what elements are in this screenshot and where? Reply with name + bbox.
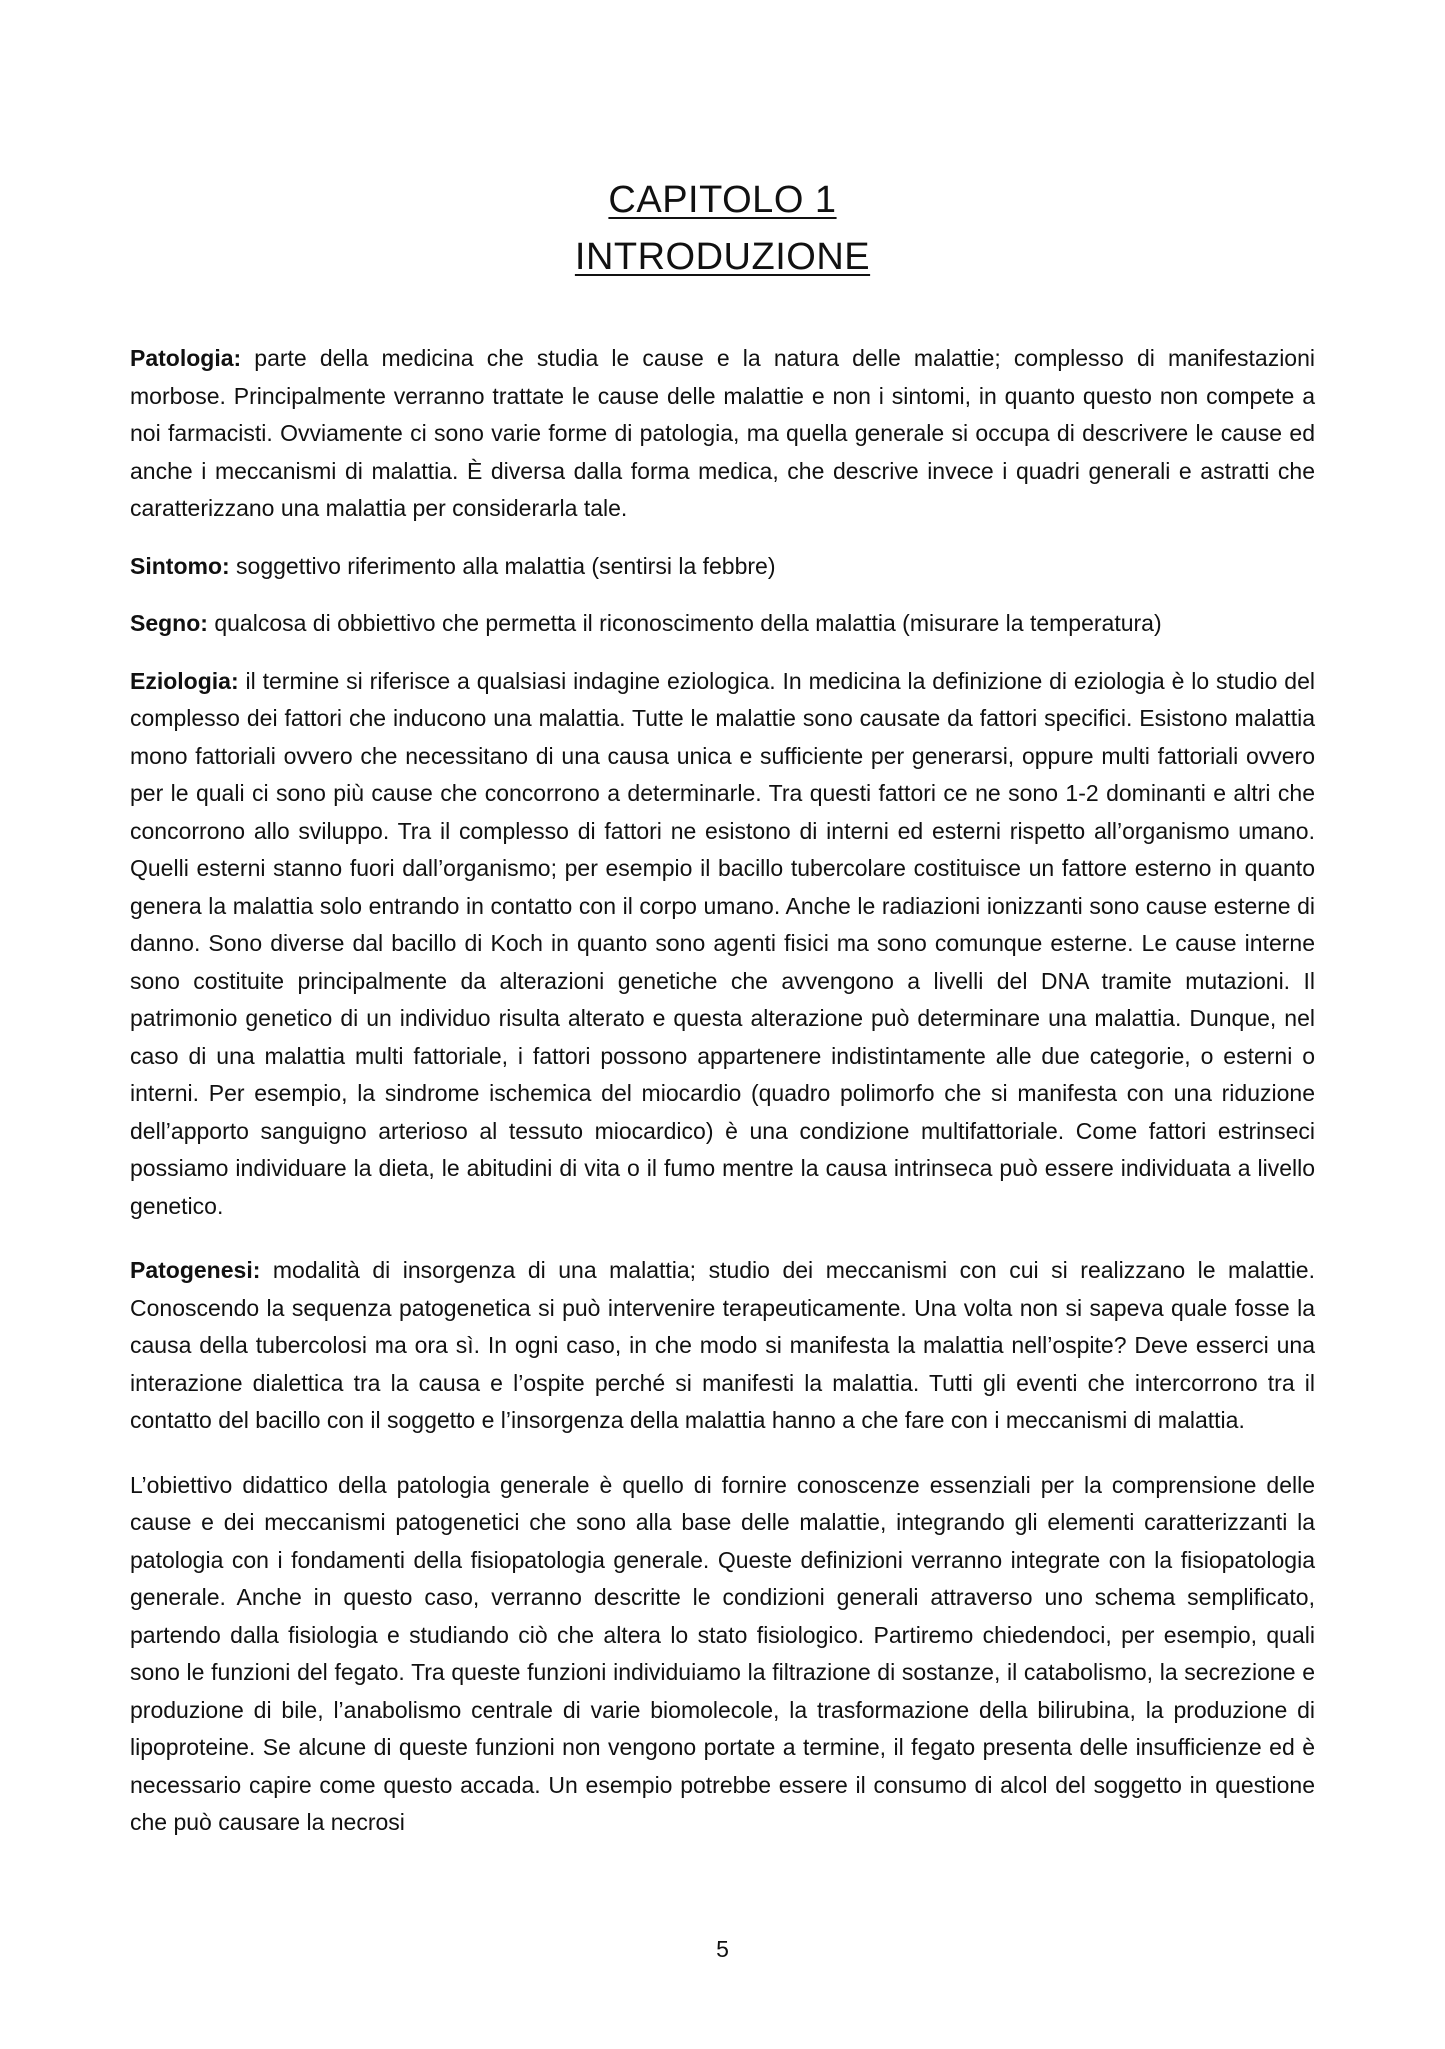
definition-patologia: parte della medicina che studia le cause e la natura delle malattie; complesso di manifestazioni morbose. Principalmente verranno trattate le cause delle malattie e non i sintomi, in quanto questo non compete a noi farmacisti. Ovviamente ci sono varie forme di patologia, ma quella generale si occupa di descrivere le cause ed anche i meccanismi di malattia. È diversa dalla forma medica, che descrive invece i quadri generali e astratti che caratterizzano una malattia per considerarla tale.: [130, 345, 1315, 521]
paragraph-eziologia: [130, 663, 1315, 1226]
definition-sintomo: soggettivo riferimento alla malattia (sentirsi la febbre): [229, 552, 776, 579]
term-patogenesi: Patogenesi:: [130, 1257, 261, 1283]
paragraph-patologia: [130, 340, 1315, 528]
definition-patogenesi: modalità di insorgenza di una malattia; studio dei meccanismi con cui si realizzano le malattie. Conoscendo la sequenza patogenetica si può intervenire terapeuticamente. Una volta non si sapeva quale fosse la causa della tubercolosi ma ora sì. In ogni caso, in che modo si manifesta la malattia nell’ospite? Deve esserci una interazione dialettica tra la causa e l’ospite perché si manifesti la malattia. Tutti gli eventi che intercorrono tra il contatto del bacillo con il soggetto e l’insorgenza della malattia hanno a che fare con i meccanismi di malattia.: [130, 1257, 1315, 1433]
text-obiettivo: L’obiettivo didattico della patologia generale è quello di fornire conoscenze essenziali per la comprensione delle cause e dei meccanismi patogenetici che sono alla base delle malattie, integrando gli elementi caratterizzanti la patologia con i fondamenti della fisiopatologia generale. Queste definizioni verranno integrate con la fisiopatologia generale. Anche in questo caso, verranno descritte le condizioni generali attraverso uno schema semplificato, partendo dalla fisiologia e studiando ciò che altera lo stato fisiologico. Partiremo chiedendoci, per esempio, quali sono le funzioni del fegato. Tra queste funzioni individuiamo la filtrazione di sostanze, il catabolismo, la secrezione e produzione di bile, l’anabolismo centrale di varie biomolecole, la trasformazione della bilirubina, la produzione di lipoproteine. Se alcune di queste funzioni non vengono portate a termine, il fegato presenta delle insufficienze ed è necessario capire come questo accada. Un esempio potrebbe essere il consumo di alcol del soggetto in questione che può causare la necrosi: [130, 1471, 1315, 1835]
term-segno: Segno:: [130, 610, 208, 636]
chapter-number: CAPITOLO 1: [608, 179, 837, 221]
paragraph-sintomo: [130, 548, 1315, 586]
term-sintomo: Sintomo:: [130, 552, 230, 579]
chapter-title: INTRODUZIONE: [574, 236, 871, 278]
definition-segno: qualcosa di obbiettivo che permetta il riconoscimento della malattia (misurare la temperatura): [207, 610, 1162, 636]
paragraph-obiettivo: [130, 1467, 1315, 1842]
page-number: 5: [716, 1936, 729, 1962]
term-patologia: Patologia:: [130, 345, 242, 371]
chapter-heading: [0, 172, 1445, 286]
paragraph-segno: [130, 605, 1315, 643]
term-eziologia: Eziologia:: [130, 667, 239, 694]
chapter-number-line: [0, 172, 1445, 229]
paragraph-patogenesi: [130, 1252, 1315, 1440]
chapter-title-line: [0, 229, 1445, 286]
body-text: [130, 340, 1315, 1862]
definition-eziologia: il termine si riferisce a qualsiasi indagine eziologica. In medicina la definizione di eziologia è lo studio del complesso dei fattori che inducono una malattia. Tutte le malattie sono causate da fattori specifici. Esistono malattia mono fattoriali ovvero che necessitano di una causa unica e sufficiente per generarsi, oppure multi fattoriali ovvero per le quali ci sono più cause che concorrono a determinarle. Tra questi fattori ce ne sono 1-2 dominanti e altri che concorrono allo sviluppo. Tra il complesso di fattori ne esistono di interni ed esterni rispetto all’organismo umano. Quelli esterni stanno fuori dall’organismo; per esempio il bacillo tubercolare costituisce un fattore esterno in quanto genera la malattia solo entrando in contatto con il corpo umano. Anche le radiazioni ionizzanti sono cause esterne di danno. Sono diverse dal bacillo di Koch in quanto sono agenti fisici ma sono comunque esterne. Le cause interne sono costituite principalmente da alterazioni genetiche che avvengono a livelli del DNA tramite mutazioni. Il patrimonio genetico di un individuo risulta alterato e questa alterazione può determinare una malattia. Dunque, nel caso di una malattia multi fattoriale, i fattori possono appartenere indistintamente alle due categorie, o esterni o interni. Per esempio, la sindrome ischemica del miocardio (quadro polimorfo che si manifesta con una riduzione dell’apporto sanguigno arterioso al tessuto miocardico) è una condizione multifattoriale. Come fattori estrinseci possiamo individuare la dieta, le abitudini di vita o il fumo mentre la causa intrinseca può essere individuata a livello genetico.: [130, 667, 1315, 1219]
